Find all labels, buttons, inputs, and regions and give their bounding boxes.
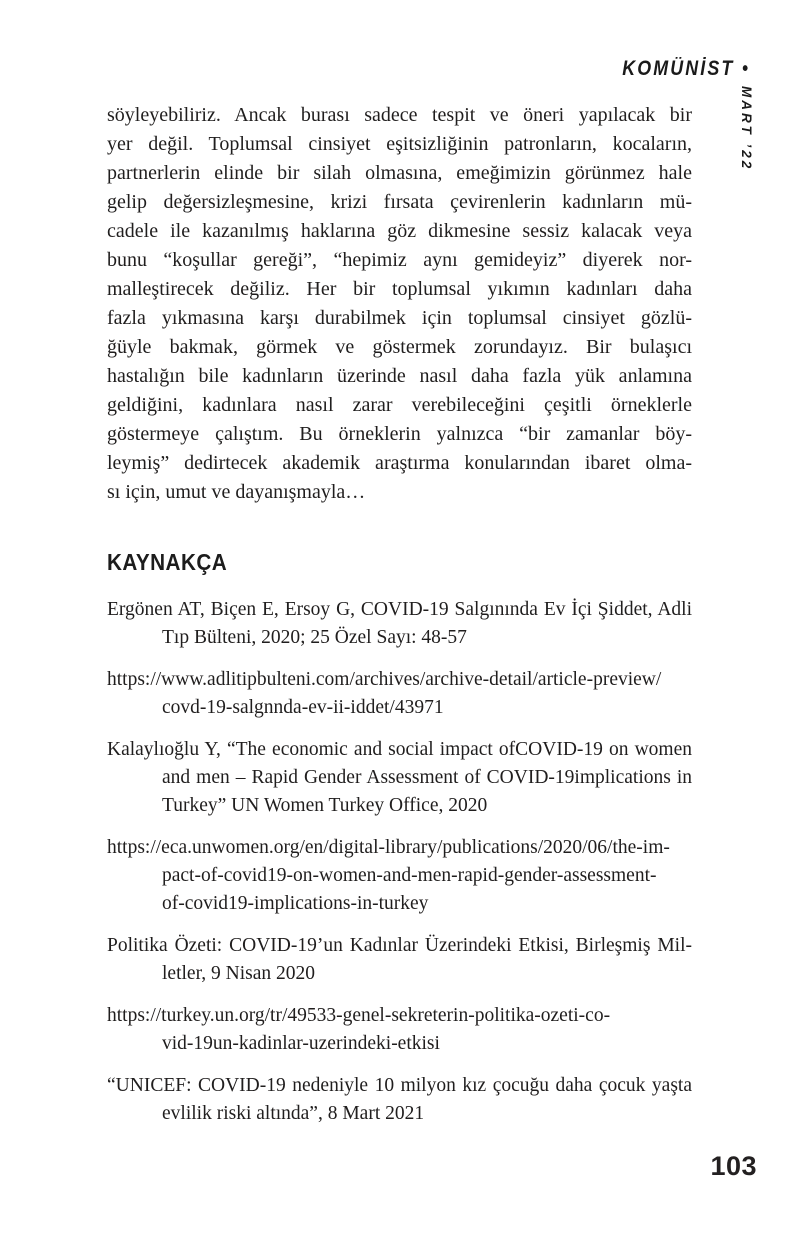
paragraph-line: hastalığın bile kadınların üzerinde nasıl daha fazla yük anlamına (107, 365, 692, 387)
bibliography-entries (107, 596, 692, 1142)
bibliography-url-line: https://www.adlitipbulteni.com/archives/archive-detail/article-preview/ (107, 669, 662, 690)
journal-header (622, 57, 748, 81)
page-number: 103 (710, 1151, 757, 1181)
bibliography-entry (107, 1072, 692, 1128)
paragraph-line: yer değil. Toplumsal cinsiyet eşitsizliğinin patronların, kocaların, (107, 133, 692, 155)
bibliography-text-line: letler, 9 Nisan 2020 (162, 963, 316, 984)
paragraph-line: malleştirecek değiliz. Her bir toplumsal yıkımın kadınları daha (107, 278, 692, 300)
paragraph-line: cadele ile kazanılmış haklarına göz dikmesine sessiz kalacak veya (107, 220, 692, 242)
paragraph-line: göstermeye çalıştım. Bu örneklerin yalnızca “bir zamanlar böy- (107, 423, 692, 445)
bibliography-text-line: evlilik riski altında”, 8 Mart 2021 (162, 1103, 425, 1124)
bibliography-url-line: https://eca.unwomen.org/en/digital-library/publications/2020/06/the-im- (107, 837, 670, 858)
bibliography-url-line: https://turkey.un.org/tr/49533-genel-sekreterin-politika-ozeti-co- (107, 1005, 611, 1026)
bibliography-entry (107, 932, 692, 988)
bibliography-entry (107, 596, 692, 652)
bibliography-text-line: covd-19-salgnnda-ev-ii-iddet/43971 (162, 697, 444, 718)
paragraph-line: söyleyebiliriz. Ancak burası sadece tespit ve öneri yapılacak bir (107, 104, 692, 126)
bibliography-entry (107, 736, 692, 820)
bibliography-text-line: Tıp Bülteni, 2020; 25 Özel Sayı: 48-57 (162, 627, 467, 648)
paragraph-line: partnerlerin elinde bir silah olmasına, emeğimizin görünmez hale (107, 162, 692, 184)
paragraph-line: bunu “koşullar gereği”, “hepimiz aynı gemideyiz” diyerek nor- (107, 249, 692, 271)
paragraph-line: gelip değersizleşmesine, krizi fırsata çevirenlerin kadınların mü- (107, 191, 692, 213)
paragraph-line: fazla yıkmasına karşı durabilmek için toplumsal cinsiyet gözlü- (107, 307, 692, 329)
bibliography-text-line: of-covid19-implications-in-turkey (162, 893, 429, 914)
paragraph-line: leymiş” dedirtecek akademik araştırma konularından ibaret olma- (107, 452, 692, 474)
paragraph-line: geldiğini, kadınlara nasıl zarar verebileceğini çeşitli örneklerle (107, 394, 692, 416)
bibliography-heading: KAYNAKÇA (107, 549, 228, 575)
bibliography-text-line: Kalaylıoğlu Y, “The economic and social impact ofCOVID-19 on women (107, 739, 692, 760)
bibliography-text-line: Politika Özeti: COVID-19’un Kadınlar Üzerindeki Etkisi, Birleşmiş Mil- (107, 935, 692, 956)
bibliography-entry (107, 834, 692, 918)
bullet-icon: • (742, 58, 748, 80)
bibliography-text-line: and men – Rapid Gender Assessment of COVID-19implications in (162, 767, 692, 788)
paragraph-line: sı için, umut ve dayanışmayla… (107, 481, 366, 503)
journal-title: KOMÜNİST (622, 57, 735, 80)
bibliography-entry (107, 666, 692, 722)
bibliography-text-line: “UNICEF: COVID-19 nedeniyle 10 milyon kız çocuğu daha çocuk yaşta (107, 1075, 692, 1096)
bibliography-text-line: vid-19un-kadinlar-uzerindeki-etkisi (162, 1033, 440, 1054)
bibliography-text-line: Ergönen AT, Biçen E, Ersoy G, COVID-19 Salgınında Ev İçi Şiddet, Adli (107, 599, 692, 620)
bibliography-text-line: pact-of-covid19-on-women-and-men-rapid-gender-assessment- (162, 865, 657, 886)
article-paragraph (107, 101, 692, 507)
bibliography-text-line: Turkey” UN Women Turkey Office, 2020 (162, 795, 488, 816)
bibliography-entry (107, 1002, 692, 1058)
issue-date: MART ’22 (739, 86, 754, 172)
paragraph-line: ğüyle bakmak, görmek ve göstermek zorundayız. Bir bulaşıcı (107, 336, 692, 358)
